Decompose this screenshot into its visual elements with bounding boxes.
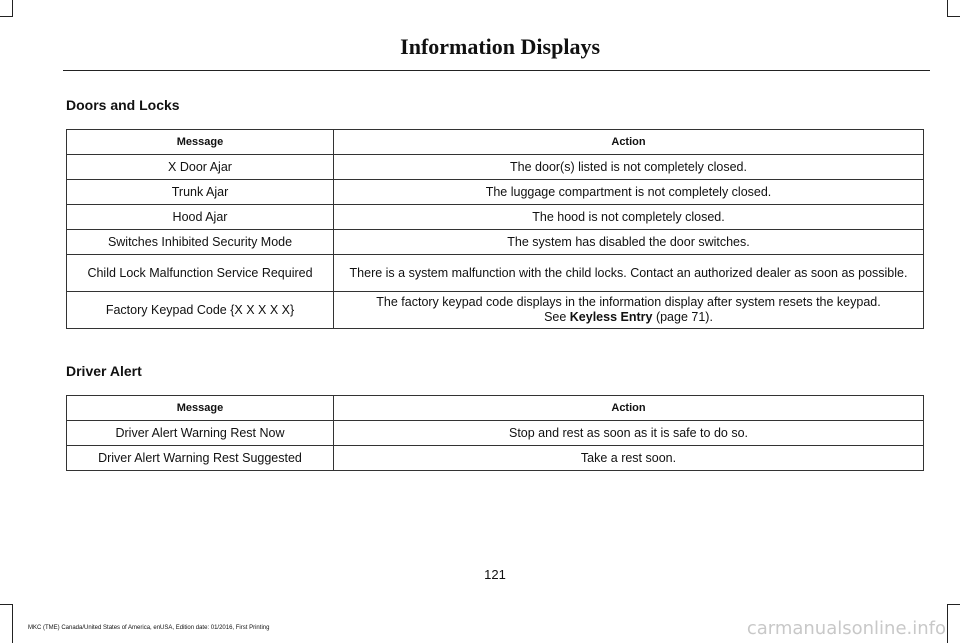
doors-and-locks-table <box>66 129 924 329</box>
section-heading-driver-alert: Driver Alert <box>66 363 142 379</box>
action-cell: Take a rest soon. <box>334 446 924 471</box>
watermark: carmanualsonline.info <box>746 618 946 639</box>
page-title: Information Displays <box>400 34 600 59</box>
action-cell: Stop and rest as soon as it is safe to do so. <box>334 421 924 446</box>
column-header-message: Message <box>67 396 334 421</box>
action-cell: The hood is not completely closed. <box>334 205 924 230</box>
table-row <box>67 446 924 471</box>
message-cell: Child Lock Malfunction Service Required <box>67 255 334 292</box>
table-header-row <box>67 396 924 421</box>
crop-mark-top-right <box>947 0 960 17</box>
table-header-row <box>67 130 924 155</box>
column-header-action: Action <box>334 130 924 155</box>
table-row <box>67 292 924 329</box>
table-row <box>67 255 924 292</box>
keyless-entry-reference: Keyless Entry <box>569 310 653 324</box>
crop-mark-top-left <box>0 0 13 17</box>
message-cell: Factory Keypad Code {X X X X X} <box>67 292 334 329</box>
action-text: The factory keypad code displays in the information display after system resets the keypad. <box>376 295 881 309</box>
table-row <box>67 205 924 230</box>
column-header-message: Message <box>67 130 334 155</box>
action-cell: The system has disabled the door switches. <box>334 230 924 255</box>
message-cell: Switches Inhibited Security Mode <box>67 230 334 255</box>
table-row <box>67 155 924 180</box>
crop-mark-bottom-right <box>947 604 960 643</box>
page-reference: (page 71). <box>652 310 713 324</box>
action-cell: There is a system malfunction with the child locks. Contact an authorized dealer as soon as possible. <box>334 255 924 292</box>
edition-footer: MKC (TME) Canada/United States of America, enUSA, Edition date: 01/2016, First Printing <box>28 625 270 631</box>
message-cell: X Door Ajar <box>67 155 334 180</box>
table-row <box>67 421 924 446</box>
see-prefix: See <box>544 310 570 324</box>
action-cell: The luggage compartment is not completely closed. <box>334 180 924 205</box>
driver-alert-table <box>66 395 924 471</box>
header-rule <box>63 70 930 71</box>
message-cell: Driver Alert Warning Rest Suggested <box>67 446 334 471</box>
message-cell: Trunk Ajar <box>67 180 334 205</box>
page-number: 121 <box>484 567 506 582</box>
message-cell: Hood Ajar <box>67 205 334 230</box>
action-cell <box>334 292 924 329</box>
action-cell: The door(s) listed is not completely closed. <box>334 155 924 180</box>
crop-mark-bottom-left <box>0 604 13 643</box>
column-header-action: Action <box>334 396 924 421</box>
section-heading-doors-and-locks: Doors and Locks <box>66 97 180 113</box>
table-row <box>67 230 924 255</box>
message-cell: Driver Alert Warning Rest Now <box>67 421 334 446</box>
table-row <box>67 180 924 205</box>
